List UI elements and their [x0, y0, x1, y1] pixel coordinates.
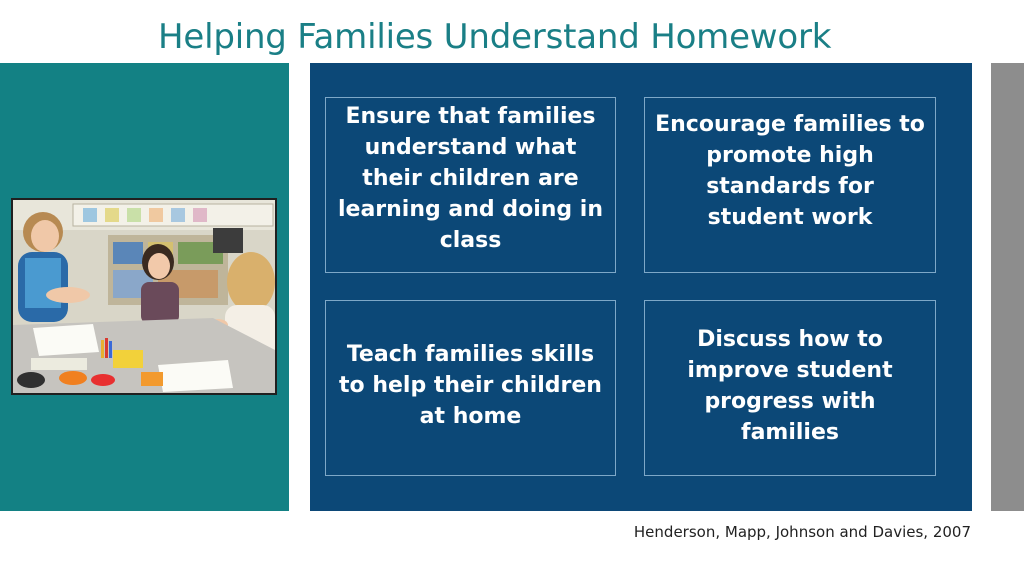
strategy-card-text: Teach families skills to help their children at home	[339, 342, 602, 429]
strategy-card-text: Encourage families to promote high standards for student work	[655, 112, 925, 230]
strategy-card-3	[325, 300, 616, 476]
strategy-card-2	[644, 97, 936, 273]
slide-title: Helping Families Understand Homework	[158, 17, 832, 57]
classroom-photo	[11, 198, 277, 395]
strategy-card-1	[325, 97, 616, 273]
decorative-gray-bar	[991, 63, 1024, 511]
strategy-card-text: Discuss how to improve student progress with families	[687, 327, 893, 445]
strategy-card-text: Ensure that families understand what their children are learning and doing in class	[337, 103, 604, 253]
citation: Henderson, Mapp, Johnson and Davies, 2007	[633, 523, 971, 541]
strategy-card-4	[644, 300, 936, 476]
